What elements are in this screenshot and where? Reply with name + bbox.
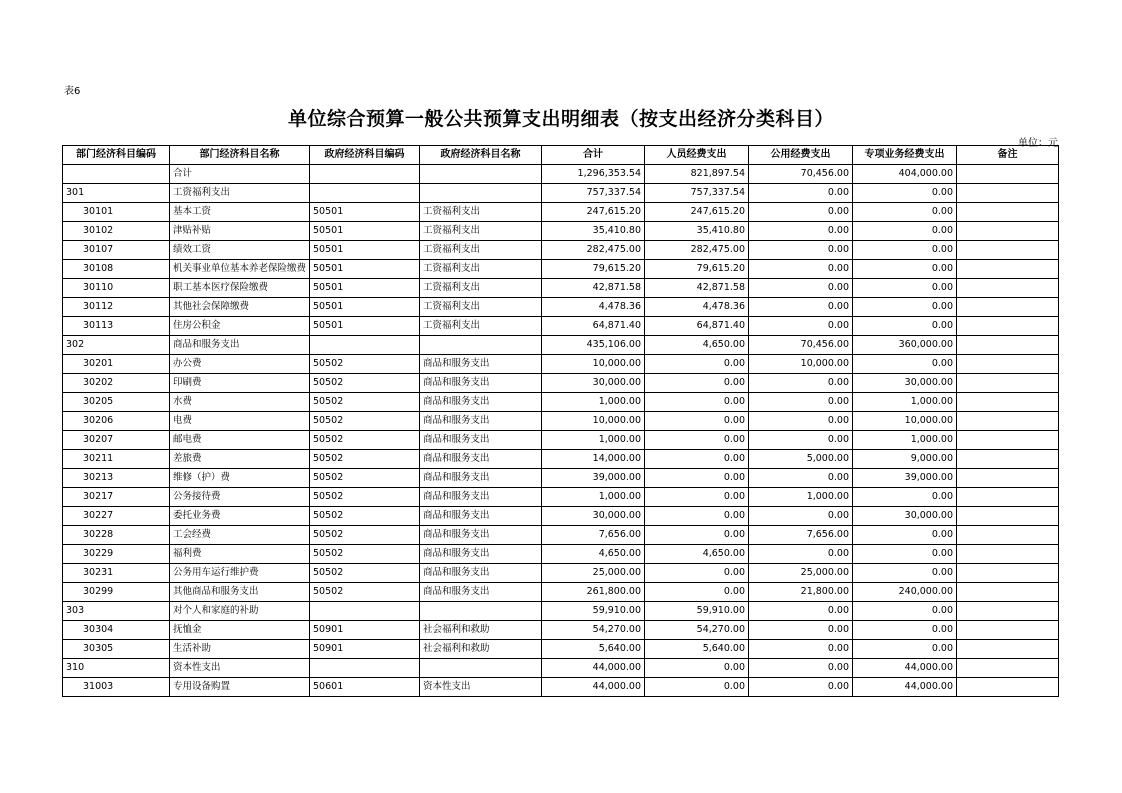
cell-gov-name: 商品和服务支出: [420, 507, 542, 526]
cell-gov-code: 50501: [310, 298, 420, 317]
cell-gov-code: 50501: [310, 203, 420, 222]
cell-personnel: 0.00: [645, 355, 749, 374]
cell-special: 44,000.00: [853, 659, 957, 678]
cell-dept-name: 抚恤金: [170, 621, 310, 640]
cell-total: 4,650.00: [542, 545, 645, 564]
cell-public: 10,000.00: [749, 355, 853, 374]
cell-gov-name: 商品和服务支出: [420, 355, 542, 374]
cell-personnel: 79,615.20: [645, 260, 749, 279]
cell-total: 54,270.00: [542, 621, 645, 640]
cell-dept-code: [63, 165, 170, 184]
cell-dept-code: 30201: [63, 355, 170, 374]
cell-personnel: 0.00: [645, 488, 749, 507]
cell-personnel: 0.00: [645, 469, 749, 488]
document-title: 单位综合预算一般公共预算支出明细表（按支出经济分类科目）: [287, 108, 834, 130]
cell-gov-name: 工资福利支出: [420, 222, 542, 241]
cell-dept-code: 30206: [63, 412, 170, 431]
cell-note: [957, 260, 1059, 279]
cell-note: [957, 526, 1059, 545]
cell-gov-code: 50502: [310, 450, 420, 469]
cell-special: 0.00: [853, 488, 957, 507]
cell-gov-name: 商品和服务支出: [420, 545, 542, 564]
cell-dept-code: 30304: [63, 621, 170, 640]
cell-gov-code: 50502: [310, 583, 420, 602]
cell-gov-code: 50502: [310, 393, 420, 412]
cell-public: 0.00: [749, 374, 853, 393]
cell-personnel: 0.00: [645, 583, 749, 602]
cell-total: 261,800.00: [542, 583, 645, 602]
cell-gov-code: [310, 602, 420, 621]
cell-gov-code: [310, 659, 420, 678]
cell-note: [957, 298, 1059, 317]
cell-note: [957, 469, 1059, 488]
cell-note: [957, 393, 1059, 412]
cell-dept-code: 30202: [63, 374, 170, 393]
cell-special: 0.00: [853, 317, 957, 336]
cell-public: 1,000.00: [749, 488, 853, 507]
cell-note: [957, 507, 1059, 526]
table-row: [63, 488, 1059, 507]
cell-total: 1,000.00: [542, 488, 645, 507]
cell-public: 0.00: [749, 659, 853, 678]
cell-dept-code: 30299: [63, 583, 170, 602]
cell-dept-code: 30231: [63, 564, 170, 583]
cell-total: 10,000.00: [542, 355, 645, 374]
cell-dept-code: 30228: [63, 526, 170, 545]
cell-gov-name: 社会福利和救助: [420, 640, 542, 659]
table-row: [63, 184, 1059, 203]
cell-personnel: 0.00: [645, 526, 749, 545]
cell-dept-name: 公务接待费: [170, 488, 310, 507]
cell-note: [957, 317, 1059, 336]
cell-note: [957, 602, 1059, 621]
cell-public: 70,456.00: [749, 165, 853, 184]
cell-public: 25,000.00: [749, 564, 853, 583]
cell-gov-code: [310, 184, 420, 203]
cell-personnel: 42,871.58: [645, 279, 749, 298]
cell-personnel: 5,640.00: [645, 640, 749, 659]
cell-special: 0.00: [853, 203, 957, 222]
cell-dept-name: 水费: [170, 393, 310, 412]
cell-gov-code: 50502: [310, 564, 420, 583]
cell-gov-code: 50502: [310, 355, 420, 374]
cell-special: 1,000.00: [853, 431, 957, 450]
cell-dept-code: 310: [63, 659, 170, 678]
col-header-special: 专项业务经费支出: [853, 146, 957, 165]
cell-special: 0.00: [853, 564, 957, 583]
table-row: [63, 545, 1059, 564]
cell-special: 240,000.00: [853, 583, 957, 602]
cell-personnel: 4,478.36: [645, 298, 749, 317]
cell-personnel: 282,475.00: [645, 241, 749, 260]
cell-note: [957, 488, 1059, 507]
cell-public: 7,656.00: [749, 526, 853, 545]
cell-total: 435,106.00: [542, 336, 645, 355]
cell-dept-name: 其他商品和服务支出: [170, 583, 310, 602]
cell-gov-code: 50501: [310, 241, 420, 260]
cell-dept-code: 30305: [63, 640, 170, 659]
cell-dept-code: 30227: [63, 507, 170, 526]
cell-dept-name: 津贴补贴: [170, 222, 310, 241]
cell-dept-code: 303: [63, 602, 170, 621]
cell-total: 247,615.20: [542, 203, 645, 222]
cell-dept-name: 差旅费: [170, 450, 310, 469]
cell-special: 0.00: [853, 222, 957, 241]
cell-personnel: 0.00: [645, 450, 749, 469]
cell-gov-name: 商品和服务支出: [420, 583, 542, 602]
cell-dept-code: 30207: [63, 431, 170, 450]
cell-personnel: 54,270.00: [645, 621, 749, 640]
table-row: [63, 678, 1059, 697]
cell-gov-name: [420, 336, 542, 355]
cell-note: [957, 412, 1059, 431]
cell-note: [957, 279, 1059, 298]
cell-special: 360,000.00: [853, 336, 957, 355]
cell-public: 0.00: [749, 507, 853, 526]
cell-public: 0.00: [749, 621, 853, 640]
cell-dept-code: 30217: [63, 488, 170, 507]
cell-gov-name: 商品和服务支出: [420, 374, 542, 393]
cell-total: 25,000.00: [542, 564, 645, 583]
col-header-note: 备注: [957, 146, 1059, 165]
cell-total: 4,478.36: [542, 298, 645, 317]
cell-total: 39,000.00: [542, 469, 645, 488]
cell-public: 0.00: [749, 203, 853, 222]
cell-personnel: 757,337.54: [645, 184, 749, 203]
cell-personnel: 0.00: [645, 412, 749, 431]
cell-special: 0.00: [853, 621, 957, 640]
cell-special: 10,000.00: [853, 412, 957, 431]
cell-dept-name: 办公费: [170, 355, 310, 374]
cell-note: [957, 450, 1059, 469]
cell-gov-name: 商品和服务支出: [420, 488, 542, 507]
cell-dept-name: 电费: [170, 412, 310, 431]
cell-note: [957, 640, 1059, 659]
cell-personnel: 821,897.54: [645, 165, 749, 184]
cell-note: [957, 545, 1059, 564]
table-row: [63, 450, 1059, 469]
cell-total: 30,000.00: [542, 374, 645, 393]
cell-dept-name: 基本工资: [170, 203, 310, 222]
cell-gov-name: [420, 184, 542, 203]
cell-dept-name: 职工基本医疗保险缴费: [170, 279, 310, 298]
cell-dept-code: 30229: [63, 545, 170, 564]
cell-dept-code: 30110: [63, 279, 170, 298]
cell-personnel: 0.00: [645, 659, 749, 678]
cell-gov-code: 50502: [310, 488, 420, 507]
cell-gov-code: 50502: [310, 526, 420, 545]
cell-total: 757,337.54: [542, 184, 645, 203]
cell-gov-name: 资本性支出: [420, 678, 542, 697]
cell-personnel: 247,615.20: [645, 203, 749, 222]
cell-gov-name: 工资福利支出: [420, 260, 542, 279]
cell-dept-name: 福利费: [170, 545, 310, 564]
table-row: [63, 279, 1059, 298]
col-header-gov-code: 政府经济科目编码: [310, 146, 420, 165]
cell-gov-name: 工资福利支出: [420, 241, 542, 260]
cell-personnel: 4,650.00: [645, 336, 749, 355]
cell-total: 44,000.00: [542, 659, 645, 678]
col-header-total: 合计: [542, 146, 645, 165]
cell-gov-code: 50502: [310, 412, 420, 431]
cell-gov-code: 50502: [310, 507, 420, 526]
cell-special: 0.00: [853, 526, 957, 545]
cell-note: [957, 222, 1059, 241]
col-header-public: 公用经费支出: [749, 146, 853, 165]
cell-gov-name: 商品和服务支出: [420, 469, 542, 488]
cell-dept-name: 工资福利支出: [170, 184, 310, 203]
table-row: [63, 298, 1059, 317]
cell-special: 0.00: [853, 545, 957, 564]
cell-gov-name: [420, 165, 542, 184]
cell-dept-name: 其他社会保障缴费: [170, 298, 310, 317]
cell-dept-name: 绩效工资: [170, 241, 310, 260]
cell-total: 282,475.00: [542, 241, 645, 260]
cell-note: [957, 678, 1059, 697]
cell-note: [957, 165, 1059, 184]
cell-total: 79,615.20: [542, 260, 645, 279]
table-row: [63, 583, 1059, 602]
cell-gov-code: 50901: [310, 621, 420, 640]
cell-public: 0.00: [749, 260, 853, 279]
cell-special: 30,000.00: [853, 374, 957, 393]
cell-dept-name: 资本性支出: [170, 659, 310, 678]
cell-gov-name: 工资福利支出: [420, 279, 542, 298]
cell-dept-code: 30102: [63, 222, 170, 241]
cell-note: [957, 583, 1059, 602]
cell-dept-code: 30107: [63, 241, 170, 260]
cell-special: 0.00: [853, 640, 957, 659]
cell-personnel: 0.00: [645, 507, 749, 526]
table-row: [63, 203, 1059, 222]
cell-personnel: 0.00: [645, 678, 749, 697]
cell-dept-code: 302: [63, 336, 170, 355]
cell-personnel: 0.00: [645, 564, 749, 583]
cell-public: 5,000.00: [749, 450, 853, 469]
cell-gov-code: 50502: [310, 431, 420, 450]
cell-public: 0.00: [749, 469, 853, 488]
cell-dept-code: 31003: [63, 678, 170, 697]
table-row: [63, 469, 1059, 488]
cell-public: 0.00: [749, 545, 853, 564]
cell-total: 44,000.00: [542, 678, 645, 697]
cell-total: 1,000.00: [542, 393, 645, 412]
cell-gov-name: 商品和服务支出: [420, 450, 542, 469]
cell-special: 44,000.00: [853, 678, 957, 697]
cell-personnel: 64,871.40: [645, 317, 749, 336]
table-row: [63, 526, 1059, 545]
cell-gov-name: 工资福利支出: [420, 317, 542, 336]
cell-dept-name: 公务用车运行维护费: [170, 564, 310, 583]
cell-gov-name: 商品和服务支出: [420, 526, 542, 545]
cell-special: 0.00: [853, 184, 957, 203]
cell-special: 0.00: [853, 298, 957, 317]
cell-dept-code: 30112: [63, 298, 170, 317]
cell-gov-name: 商品和服务支出: [420, 564, 542, 583]
cell-gov-name: 商品和服务支出: [420, 431, 542, 450]
cell-dept-name: 机关事业单位基本养老保险缴费: [170, 260, 310, 279]
cell-special: 30,000.00: [853, 507, 957, 526]
cell-public: 0.00: [749, 241, 853, 260]
cell-note: [957, 355, 1059, 374]
cell-gov-name: 社会福利和救助: [420, 621, 542, 640]
cell-public: 0.00: [749, 602, 853, 621]
table-row: [63, 374, 1059, 393]
cell-dept-code: 30211: [63, 450, 170, 469]
cell-total: 1,296,353.54: [542, 165, 645, 184]
cell-gov-name: 工资福利支出: [420, 203, 542, 222]
col-header-dept-code: 部门经济科目编码: [63, 146, 170, 165]
cell-gov-name: [420, 659, 542, 678]
cell-special: 0.00: [853, 355, 957, 374]
cell-special: 0.00: [853, 260, 957, 279]
table-row: [63, 564, 1059, 583]
cell-gov-name: 商品和服务支出: [420, 393, 542, 412]
cell-public: 70,456.00: [749, 336, 853, 355]
cell-personnel: 59,910.00: [645, 602, 749, 621]
cell-total: 35,410.80: [542, 222, 645, 241]
cell-total: 10,000.00: [542, 412, 645, 431]
cell-personnel: 4,650.00: [645, 545, 749, 564]
cell-total: 7,656.00: [542, 526, 645, 545]
cell-public: 0.00: [749, 184, 853, 203]
cell-gov-code: [310, 336, 420, 355]
table-row: [63, 640, 1059, 659]
cell-dept-name: 维修（护）费: [170, 469, 310, 488]
cell-personnel: 0.00: [645, 431, 749, 450]
cell-gov-code: 50901: [310, 640, 420, 659]
cell-total: 14,000.00: [542, 450, 645, 469]
cell-special: 0.00: [853, 279, 957, 298]
expenditure-table: [62, 145, 1059, 697]
table-row: [63, 412, 1059, 431]
cell-dept-code: 30113: [63, 317, 170, 336]
cell-public: 0.00: [749, 431, 853, 450]
cell-dept-code: 30101: [63, 203, 170, 222]
table-row: [63, 336, 1059, 355]
cell-total: 42,871.58: [542, 279, 645, 298]
cell-dept-name: 合计: [170, 165, 310, 184]
cell-public: 0.00: [749, 222, 853, 241]
table-row: [63, 621, 1059, 640]
cell-dept-code: 30213: [63, 469, 170, 488]
col-header-dept-name: 部门经济科目名称: [170, 146, 310, 165]
cell-public: 0.00: [749, 678, 853, 697]
table-row: [63, 602, 1059, 621]
cell-public: 0.00: [749, 317, 853, 336]
col-header-gov-name: 政府经济科目名称: [420, 146, 542, 165]
cell-gov-name: 工资福利支出: [420, 298, 542, 317]
cell-dept-name: 专用设备购置: [170, 678, 310, 697]
table-row: [63, 317, 1059, 336]
cell-gov-name: 商品和服务支出: [420, 412, 542, 431]
cell-dept-code: 30108: [63, 260, 170, 279]
cell-total: 64,871.40: [542, 317, 645, 336]
cell-public: 0.00: [749, 393, 853, 412]
cell-note: [957, 184, 1059, 203]
col-header-personnel: 人员经费支出: [645, 146, 749, 165]
cell-dept-code: 301: [63, 184, 170, 203]
cell-personnel: 0.00: [645, 374, 749, 393]
cell-dept-name: 生活补助: [170, 640, 310, 659]
cell-total: 59,910.00: [542, 602, 645, 621]
cell-gov-code: [310, 165, 420, 184]
cell-public: 21,800.00: [749, 583, 853, 602]
cell-gov-code: 50502: [310, 469, 420, 488]
cell-gov-name: [420, 602, 542, 621]
cell-gov-code: 50501: [310, 260, 420, 279]
cell-note: [957, 374, 1059, 393]
header-row: [63, 146, 1059, 165]
cell-note: [957, 621, 1059, 640]
unit-label: 单位：元: [1018, 138, 1058, 149]
cell-dept-name: 印刷费: [170, 374, 310, 393]
cell-public: 0.00: [749, 640, 853, 659]
cell-total: 30,000.00: [542, 507, 645, 526]
table-row: [63, 222, 1059, 241]
table-body: [63, 165, 1059, 697]
table-row: [63, 165, 1059, 184]
cell-dept-name: 住房公积金: [170, 317, 310, 336]
table-row: [63, 355, 1059, 374]
table-row: [63, 659, 1059, 678]
cell-note: [957, 659, 1059, 678]
cell-dept-name: 委托业务费: [170, 507, 310, 526]
cell-dept-name: 对个人和家庭的补助: [170, 602, 310, 621]
cell-special: 0.00: [853, 602, 957, 621]
cell-note: [957, 431, 1059, 450]
cell-dept-name: 邮电费: [170, 431, 310, 450]
cell-special: 404,000.00: [853, 165, 957, 184]
table-row: [63, 241, 1059, 260]
cell-gov-code: 50502: [310, 545, 420, 564]
cell-special: 0.00: [853, 241, 957, 260]
cell-public: 0.00: [749, 298, 853, 317]
cell-personnel: 35,410.80: [645, 222, 749, 241]
table-row: [63, 260, 1059, 279]
cell-total: 5,640.00: [542, 640, 645, 659]
cell-dept-name: 商品和服务支出: [170, 336, 310, 355]
cell-dept-code: 30205: [63, 393, 170, 412]
table-row: [63, 507, 1059, 526]
table-number: 表6: [64, 86, 81, 97]
cell-note: [957, 241, 1059, 260]
table-row: [63, 431, 1059, 450]
cell-personnel: 0.00: [645, 393, 749, 412]
cell-special: 39,000.00: [853, 469, 957, 488]
cell-public: 0.00: [749, 412, 853, 431]
cell-gov-code: 50501: [310, 279, 420, 298]
cell-gov-code: 50501: [310, 222, 420, 241]
cell-dept-name: 工会经费: [170, 526, 310, 545]
cell-note: [957, 203, 1059, 222]
cell-gov-code: 50501: [310, 317, 420, 336]
cell-gov-code: 50601: [310, 678, 420, 697]
cell-total: 1,000.00: [542, 431, 645, 450]
cell-gov-code: 50502: [310, 374, 420, 393]
cell-special: 1,000.00: [853, 393, 957, 412]
cell-note: [957, 564, 1059, 583]
cell-public: 0.00: [749, 279, 853, 298]
cell-special: 9,000.00: [853, 450, 957, 469]
table-row: [63, 393, 1059, 412]
cell-note: [957, 336, 1059, 355]
